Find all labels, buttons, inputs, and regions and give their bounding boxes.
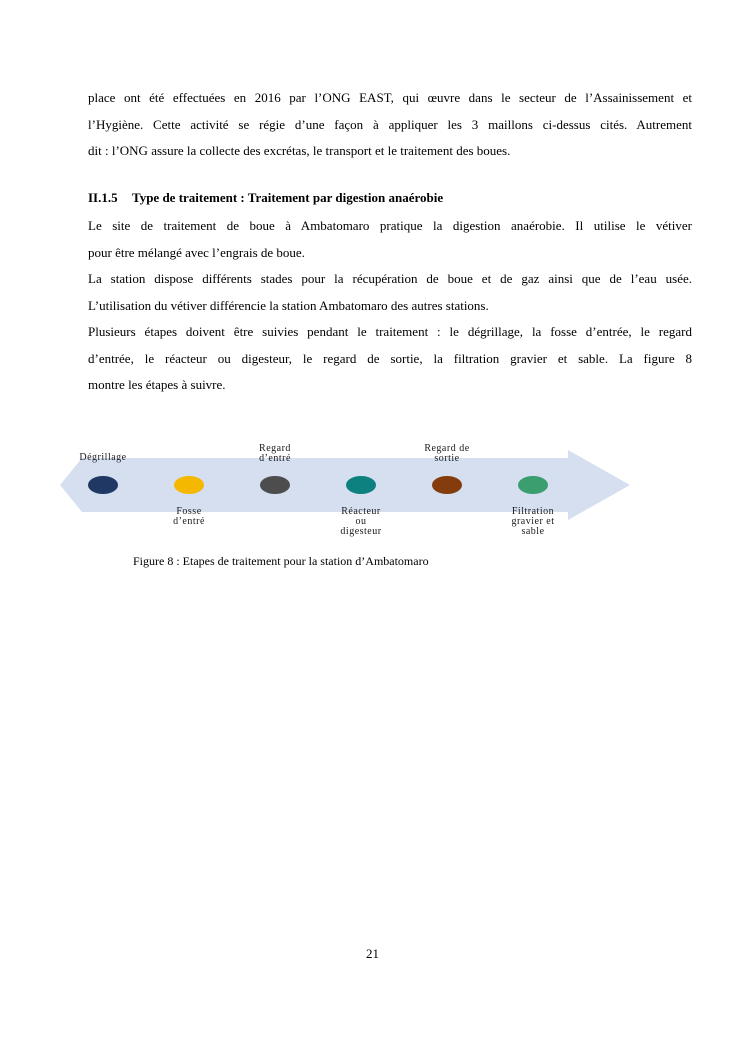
step-label-line: sortie xyxy=(434,453,460,464)
step-label xyxy=(340,506,381,537)
process-arrow-diagram xyxy=(60,440,635,540)
text-line: Le site de traitement de boue à Ambatomaro pratique la digestion anaérobie. Il utilise le vétiver xyxy=(88,218,692,233)
step-label-line: Fosse xyxy=(176,506,202,517)
section-number: II.1.5 xyxy=(88,190,118,205)
section-heading xyxy=(88,190,443,206)
text-line: L’utilisation du vétiver différencie la station Ambatomaro des autres stations. xyxy=(88,297,489,313)
step-label xyxy=(259,443,291,464)
step-marker xyxy=(88,476,118,494)
text-line: Plusieurs étapes doivent être suivies pendant le traitement : le dégrillage, la fosse d’entrée, le regard xyxy=(88,324,692,339)
process-figure xyxy=(60,440,635,540)
step-label xyxy=(79,452,126,463)
step-label-line: Regard xyxy=(259,443,291,454)
page-number: 21 xyxy=(366,946,379,961)
text-line: l’Hygiène. Cette activité se régie d’une façon à appliquer les 3 maillons ci-dessus cités. Autrement xyxy=(88,116,692,132)
text-line: dit : l’ONG assure la collecte des excrétas, le transport et le traitement des boues. xyxy=(88,143,511,158)
text-line: d’entrée, le réacteur ou digesteur, le regard de sortie, la filtration gravier et sable. La figure 8 xyxy=(88,350,692,366)
body-paragraph xyxy=(88,213,692,399)
step-marker xyxy=(432,476,462,494)
step-label-line: Dégrillage xyxy=(79,452,127,463)
step-label-line: digesteur xyxy=(340,526,382,537)
step-marker xyxy=(346,476,376,494)
figure-caption: Figure 8 : Etapes de traitement pour la station d’Ambatomaro xyxy=(133,554,429,568)
text-line: place ont été effectuées en 2016 par l’ONG EAST, qui œuvre dans le secteur de l’Assainissement et xyxy=(88,90,692,105)
step-label-line: Regard de xyxy=(424,443,470,454)
step-label-line: d’entré xyxy=(259,453,291,464)
step-marker xyxy=(518,476,548,494)
step-label xyxy=(173,506,205,527)
step-marker xyxy=(260,476,290,494)
step-label-line: Réacteur xyxy=(341,506,381,517)
step-label-line: Filtration xyxy=(511,506,555,517)
step-marker xyxy=(174,476,204,494)
text-line: La station dispose différents stades pour la récupération de boue et de gaz ainsi que de l’eau usée. xyxy=(88,271,692,286)
step-label-line: gravier et xyxy=(511,516,555,527)
section-title: Type de traitement : Traitement par digestion anaérobie xyxy=(132,190,444,205)
intro-paragraph xyxy=(88,85,692,165)
step-label xyxy=(511,506,554,537)
step-label-line: sable xyxy=(521,526,545,537)
step-label-line: d’entré xyxy=(173,516,205,527)
text-line: montre les étapes à suivre. xyxy=(88,377,226,392)
step-label-line: ou xyxy=(355,516,367,527)
text-line: pour être mélangé avec l’engrais de boue. xyxy=(88,244,305,260)
